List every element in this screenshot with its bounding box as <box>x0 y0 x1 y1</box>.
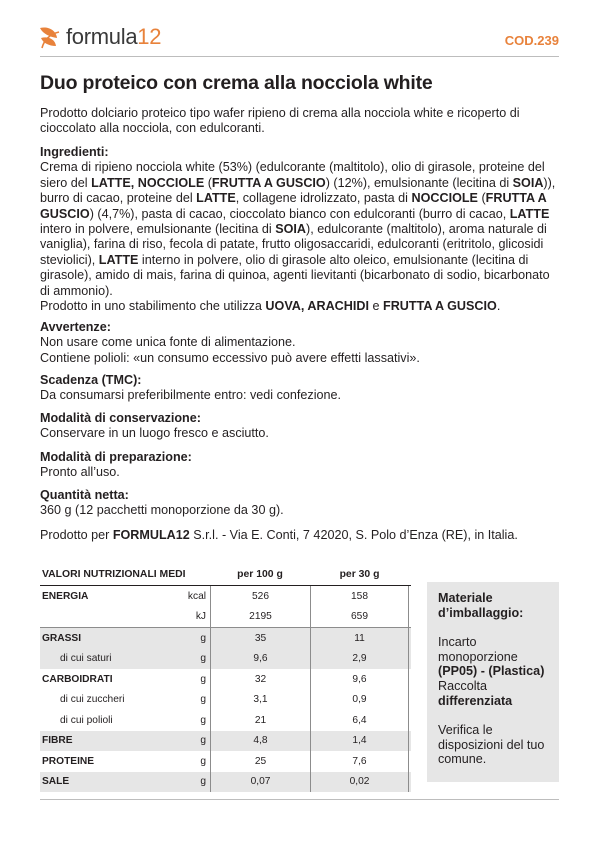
nutrient-unit: g <box>200 694 206 706</box>
nutrient-per30: 659 <box>310 607 409 628</box>
leaf-logo-icon <box>38 24 62 50</box>
nutrient-per30: 7,6 <box>310 751 409 772</box>
ingredients-text <box>40 160 562 299</box>
preparation-text: Pronto all’uso. <box>40 465 120 480</box>
expiry-label: Scadenza (TMC): <box>40 373 142 387</box>
allergen-highlight: FRUTTA A GUSCIO <box>40 191 547 221</box>
packaging-note: Verifica le disposizioni del tuo comune. <box>438 723 545 767</box>
text-segment: ), edulcorante (maltitolo), aroma naturale di vaniglia), farina di riso, fecola di patate, frutto oligosaccaridi, edulcoranti (eritritolo, glicosidi steviolici), <box>40 222 547 267</box>
packaging-label: Materiale d’imballaggio: <box>438 591 524 620</box>
nutrient-name: di cui polioli <box>60 714 113 726</box>
product-description: Prodotto dolciario proteico tipo wafer ripieno di crema alla nocciola white e ricoperto di cioccolato alla nocciola, con edulcoranti. <box>40 106 520 136</box>
text-segment: interno in polvere, olio di girasole alto oleico, emulsionante (lecitina di girasole), amido di mais, farina di quinoa, agenti lievitanti (bicarbonato di sodio, bicarbonato di ammonio). <box>40 252 550 298</box>
nutrition-row <box>40 607 411 629</box>
text-segment: ( <box>204 175 212 190</box>
nutrient-per100: 526 <box>210 586 310 607</box>
nutrition-header-name: VALORI NUTRIZIONALI MEDI <box>42 568 186 580</box>
nutrient-per100: 35 <box>210 628 310 649</box>
nutrition-header-per100: per 100 g <box>237 568 283 580</box>
text-segment: Crema di ripieno nocciola white (53%) (edulcorante (maltitolo), olio di girasole, proteine del siero del <box>40 160 545 190</box>
header-divider <box>40 56 559 57</box>
ingredients-section <box>40 145 562 314</box>
nutrient-per30: 2,9 <box>310 649 409 670</box>
packaging-box <box>427 582 559 782</box>
nutrient-per100: 4,8 <box>210 731 310 752</box>
expiry-text: Da consumarsi preferibilmente entro: vedi confezione. <box>40 388 342 403</box>
text-segment: ) (12%), emulsionante (lecitina di <box>325 175 513 190</box>
packaging-material: (PP05) - (Plastica) <box>438 664 545 679</box>
storage-section <box>40 411 562 442</box>
nutrient-per30: 0,9 <box>310 690 409 711</box>
text-segment: , collagene idrolizzato, pasta di <box>235 191 412 206</box>
nutrient-name: di cui saturi <box>60 653 112 665</box>
nutrition-header-per30: per 30 g <box>339 568 380 580</box>
allergen-highlight: LATTE, NOCCIOLE <box>91 175 205 190</box>
allergen-highlight: LATTE <box>196 191 236 206</box>
warnings-label: Avvertenze: <box>40 320 111 334</box>
nutrient-unit: g <box>200 653 206 665</box>
page-title: Duo proteico con crema alla nocciola white <box>40 72 433 94</box>
warning-line: Contiene polioli: «un consumo eccessivo può avere effetti lassativi». <box>40 350 420 365</box>
storage-text: Conservare in un luogo fresco e asciutto. <box>40 426 269 441</box>
text-segment: )), burro di cacao, proteine del <box>40 175 556 206</box>
nutrient-per30: 9,6 <box>310 669 409 690</box>
brand-name: formula12 <box>66 24 162 49</box>
product-code: COD.239 <box>504 33 559 48</box>
footer-divider <box>40 799 559 800</box>
allergen-highlight: UOVA, ARACHIDI <box>265 299 369 314</box>
nutrient-per30: 0,02 <box>310 772 409 793</box>
nutrient-per30: 1,4 <box>310 731 409 752</box>
nutrient-name: FIBRE <box>42 735 73 747</box>
nutrient-per100: 21 <box>210 710 310 731</box>
nutrition-row <box>40 731 411 752</box>
storage-label: Modalità di conservazione: <box>40 411 201 425</box>
net-quantity-section <box>40 488 562 519</box>
allergen-highlight: FRUTTA A GUSCIO <box>211 175 326 190</box>
nutrient-unit: g <box>200 735 206 747</box>
packaging-line: Incarto monoporzione <box>438 635 518 664</box>
nutrient-per100: 9,6 <box>210 649 310 670</box>
nutrient-name: GRASSI <box>42 632 82 644</box>
text-segment: ) (4,7%), pasta di cacao, cioccolato bianco con edulcoranti (burro di cacao, <box>89 206 510 221</box>
nutrient-unit: g <box>200 776 206 788</box>
nutrient-unit: g <box>200 673 206 685</box>
allergen-highlight: FRUTTA A GUSCIO <box>383 299 497 314</box>
packaging-line: differenziata <box>438 693 513 708</box>
nutrient-name: CARBOIDRATI <box>42 673 113 685</box>
allergen-highlight: LATTE <box>98 252 139 267</box>
nutrient-per30: 11 <box>310 628 409 649</box>
text-segment: e <box>368 299 383 314</box>
nutrient-unit: g <box>200 755 206 767</box>
facility-allergen-note <box>40 299 562 314</box>
allergen-highlight: NOCCIOLE <box>411 191 478 206</box>
brand-logo <box>38 20 161 54</box>
ingredients-label: Ingredienti: <box>40 145 109 159</box>
nutrient-per30: 158 <box>310 586 409 607</box>
nutrient-name: SALE <box>42 776 70 788</box>
text-segment: . <box>496 299 501 314</box>
packaging-line: Raccolta <box>438 678 487 693</box>
nutrient-unit: kcal <box>187 590 206 602</box>
text-segment: ( <box>477 191 486 206</box>
nutrient-unit: g <box>200 632 206 644</box>
nutrition-row <box>40 586 411 607</box>
expiry-section <box>40 373 562 404</box>
nutrition-rows <box>40 586 411 792</box>
nutrient-name: PROTEINE <box>42 755 95 767</box>
nutrition-row <box>40 751 411 772</box>
allergen-highlight: LATTE <box>509 206 550 221</box>
preparation-label: Modalità di preparazione: <box>40 450 192 464</box>
text-segment: intero in polvere, emulsionante (lecitina di <box>40 222 276 237</box>
nutrition-row <box>40 669 411 690</box>
nutrition-table <box>40 563 411 792</box>
nutrient-unit: kJ <box>195 611 206 623</box>
nutrition-row <box>40 690 411 711</box>
nutrition-row <box>40 649 411 670</box>
nutrition-row <box>40 772 411 793</box>
warnings-section <box>40 320 562 366</box>
nutrient-name: ENERGIA <box>42 590 89 602</box>
allergen-highlight: SOIA <box>275 222 307 237</box>
nutrient-per100: 32 <box>210 669 310 690</box>
producer-line: Prodotto per FORMULA12 S.r.l. - Via E. Conti, 7 42020, S. Polo d’Enza (RE), in Italia. <box>40 528 518 542</box>
net-quantity-label: Quantità netta: <box>40 488 129 502</box>
nutrition-row <box>40 628 411 649</box>
net-quantity-text: 360 g (12 pacchetti monoporzione da 30 g). <box>40 503 284 518</box>
allergen-highlight: SOIA <box>512 175 544 190</box>
nutrient-per100: 25 <box>210 751 310 772</box>
nutrient-per100: 2195 <box>210 607 310 628</box>
nutrient-unit: g <box>200 714 206 726</box>
text-segment: Prodotto in uno stabilimento che utilizza <box>40 299 266 314</box>
nutrient-per100: 0,07 <box>210 772 310 793</box>
nutrient-name: di cui zuccheri <box>60 694 125 706</box>
nutrition-row <box>40 710 411 731</box>
nutrition-table-header <box>40 563 411 586</box>
warning-line: Non usare come unica fonte di alimentazione. <box>40 335 296 350</box>
nutrient-per100: 3,1 <box>210 690 310 711</box>
nutrient-per30: 6,4 <box>310 710 409 731</box>
preparation-section <box>40 450 562 481</box>
